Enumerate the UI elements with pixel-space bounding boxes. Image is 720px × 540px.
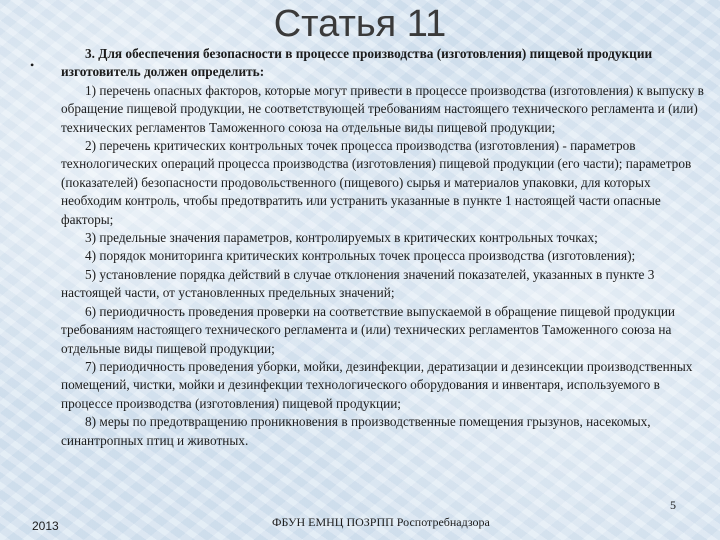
list-item-7: 7) периодичность проведения уборки, мойки, дезинфекции, дератизации и дезинсекции производственных помещений, чистки, мойки и дезинфекции технологического оборудования и инвентаря, используемого в процессе производства (изготовления) пищевой продукции; bbox=[61, 358, 693, 411]
list-item-2: 2) перечень критических контрольных точек процесса производства (изготовления) - параметров технологических операций процесса производства (изготовления) пищевой продукции (его части); параметров (показателей) безопасности продовольственного (пищевого) сырья и материалов упаковки, для которых необходим контроль, чтобы предотвратить или устранить указанные в пункте 1 настоящей части опасные факторы; bbox=[61, 138, 692, 227]
lead-paragraph: 3. Для обеспечения безопасности в процессе производства (изготовления) пищевой продукции изготовитель должен определить: bbox=[61, 46, 653, 80]
list-item-4: 4) порядок мониторинга критических контрольных точек процесса производства (изготовления); bbox=[85, 248, 636, 264]
article-body bbox=[61, 45, 711, 450]
page-number: 5 bbox=[670, 498, 676, 512]
footer-organization: ФБУН ЕМНЦ ПОЗРПП Роспотребнадзора bbox=[272, 515, 490, 529]
list-item-8: 8) меры по предотвращению проникновения в производственные помещения грызунов, насекомых, синантропных птиц и животных. bbox=[61, 414, 651, 448]
list-item-3: 3) предельные значения параметров, контролируемых в критических контрольных точках; bbox=[85, 230, 598, 246]
list-item-6: 6) периодичность проведения проверки на соответствие выпускаемой в обращение пищевой продукции требованиям настоящего технического регламента и (или) технических регламентов Таможенного союза на отдельные виды пищевой продукции; bbox=[61, 303, 676, 356]
bullet-marker: • bbox=[30, 58, 35, 72]
list-item-1: 1) перечень опасных факторов, которые могут привести в процессе производства (изготовления) к выпуску в обращение пищевой продукции, не соответствующей требованиям настоящего технического регламента и (или) технических регламентов Таможенного союза на отдельные виды пищевой продукции; bbox=[61, 82, 704, 135]
slide-title: Статья 11 bbox=[273, 3, 447, 45]
list-item-5: 5) установление порядка действий в случае отклонения значений показателей, указанных в пункте 3 настоящей части, от установленных предельных значений; bbox=[61, 266, 655, 301]
footer-year: 2013 bbox=[32, 519, 59, 533]
